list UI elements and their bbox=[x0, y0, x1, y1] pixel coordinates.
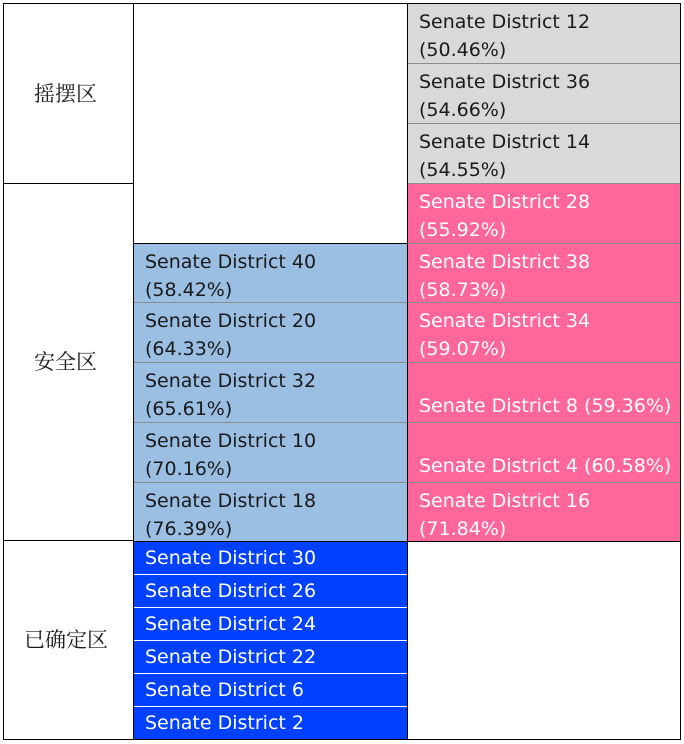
district-cell-20 bbox=[134, 302, 408, 362]
district-name: Senate District 30 bbox=[145, 547, 317, 569]
empty-cell-top bbox=[133, 3, 408, 242]
district-pct: (71.84%) bbox=[419, 518, 507, 540]
district-cell-8 bbox=[408, 362, 681, 422]
district-cell-14 bbox=[408, 123, 681, 183]
district-pct: (54.55%) bbox=[419, 159, 507, 181]
district-name: Senate District 34 bbox=[419, 310, 591, 332]
district-cell-12 bbox=[408, 3, 681, 63]
district-cell-40 bbox=[134, 243, 408, 302]
district-name: Senate District 24 bbox=[145, 613, 317, 635]
top-border bbox=[3, 3, 681, 4]
district-cell-30 bbox=[134, 541, 408, 574]
district-name: Senate District 6 bbox=[145, 679, 304, 701]
bottom-border bbox=[3, 739, 681, 740]
district-full-label: Senate District 4 (60.58%) bbox=[419, 455, 672, 477]
district-pct: (55.92%) bbox=[419, 219, 507, 241]
district-name: Senate District 32 bbox=[145, 370, 317, 392]
empty-cell-bottom bbox=[408, 541, 681, 740]
district-cell-34 bbox=[408, 302, 681, 362]
district-name: Senate District 2 bbox=[145, 712, 304, 734]
district-cell-24 bbox=[134, 607, 408, 640]
category-certain bbox=[3, 540, 134, 740]
district-cell-2 bbox=[134, 706, 408, 739]
district-name: Senate District 18 bbox=[145, 490, 317, 512]
middle-divider bbox=[407, 3, 408, 740]
district-name: Senate District 28 bbox=[419, 191, 591, 213]
district-cell-4 bbox=[408, 422, 681, 482]
district-cell-36 bbox=[408, 63, 681, 123]
district-cell-22 bbox=[134, 640, 408, 673]
district-cell-6 bbox=[134, 673, 408, 706]
district-pct: (50.46%) bbox=[419, 39, 507, 61]
category-swing bbox=[3, 3, 134, 184]
district-pct: (64.33%) bbox=[145, 338, 233, 360]
district-name: Senate District 14 bbox=[419, 131, 591, 153]
district-name: Senate District 10 bbox=[145, 430, 317, 452]
district-cell-28 bbox=[408, 183, 681, 243]
district-pct: (58.42%) bbox=[145, 279, 233, 301]
district-name: Senate District 22 bbox=[145, 646, 317, 668]
district-pct: (65.61%) bbox=[145, 398, 233, 420]
category-safe-label: 安全区 bbox=[34, 350, 97, 374]
district-pct: (58.73%) bbox=[419, 279, 507, 301]
category-swing-label: 摇摆区 bbox=[34, 81, 97, 106]
district-full-label: Senate District 8 (59.36%) bbox=[419, 395, 672, 417]
category-safe bbox=[3, 183, 134, 541]
right-border bbox=[680, 3, 681, 740]
district-cell-26 bbox=[134, 574, 408, 607]
district-cell-10 bbox=[134, 422, 408, 482]
district-name: Senate District 16 bbox=[419, 490, 591, 512]
district-name: Senate District 38 bbox=[419, 251, 591, 273]
district-pct: (54.66%) bbox=[419, 99, 507, 121]
district-cell-18 bbox=[134, 482, 408, 541]
district-name: Senate District 26 bbox=[145, 580, 317, 602]
district-pct: (76.39%) bbox=[145, 518, 233, 540]
district-name: Senate District 20 bbox=[145, 310, 317, 332]
district-name: Senate District 36 bbox=[419, 71, 591, 93]
district-cell-16 bbox=[408, 482, 681, 541]
district-cell-38 bbox=[408, 243, 681, 302]
category-certain-label: 已确定区 bbox=[24, 628, 108, 652]
district-pct: (59.07%) bbox=[419, 338, 507, 360]
district-name: Senate District 40 bbox=[145, 251, 317, 273]
district-pct: (70.16%) bbox=[145, 458, 233, 480]
district-name: Senate District 12 bbox=[419, 11, 591, 33]
district-cell-32 bbox=[134, 362, 408, 422]
